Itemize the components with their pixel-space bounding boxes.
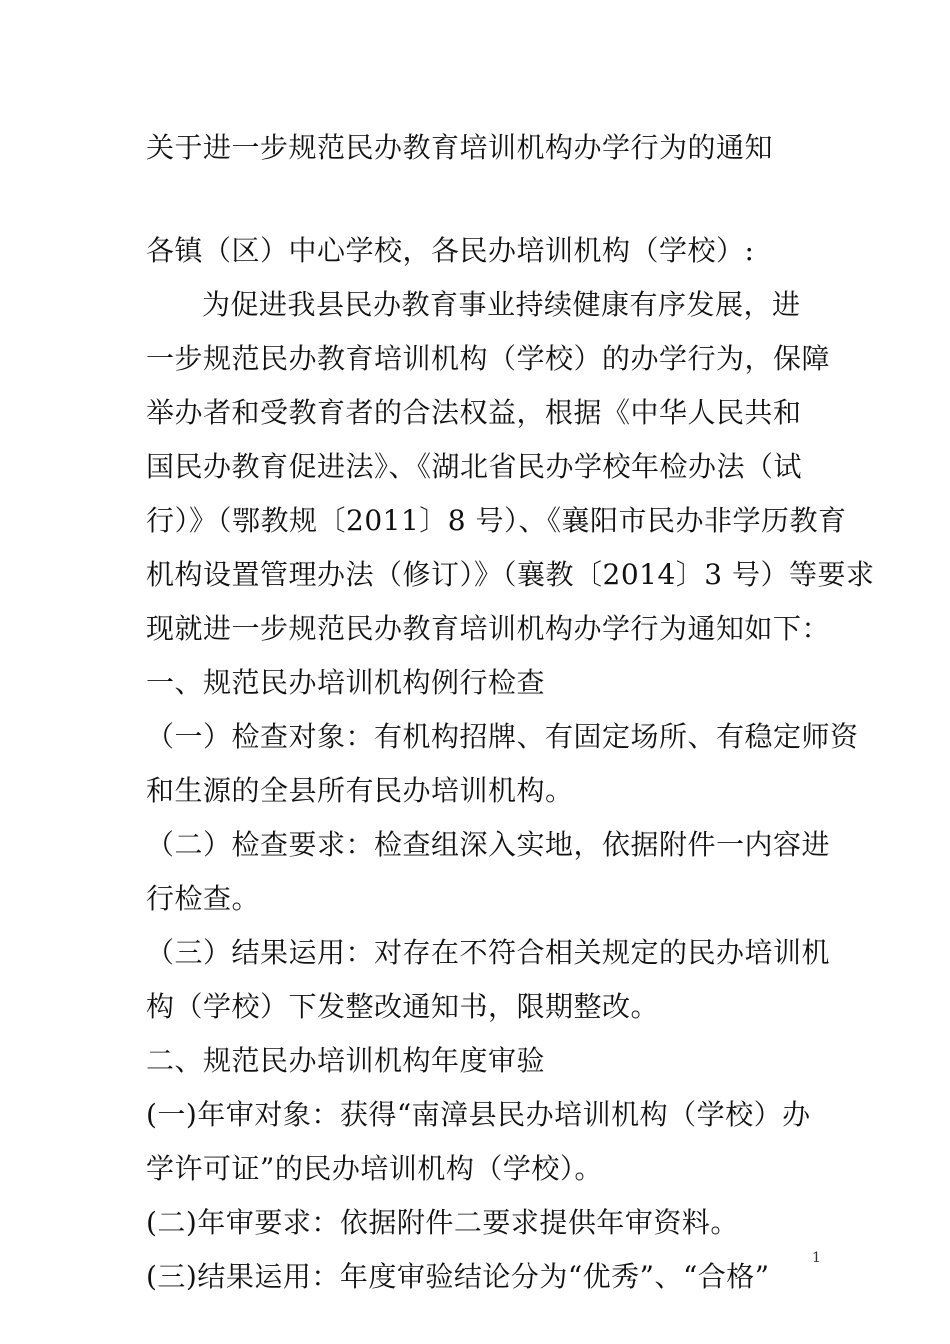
salutation-line: 各镇（区）中心学校，各民办培训机构（学校）: bbox=[146, 234, 755, 267]
paragraph-line: 现就进一步规范民办教育培训机构办学行为通知如下： bbox=[146, 612, 831, 645]
paragraph-line: （一）检查对象：有机构招牌、有固定场所、有稳定师资 bbox=[146, 720, 859, 753]
paragraph-line: (三)结果运用：年度审验结论分为“优秀”、“合格” bbox=[146, 1260, 770, 1293]
paragraph-line: 国民办教育促进法》、《湖北省民办学校年检办法（试 bbox=[146, 450, 803, 483]
paragraph-line: 学许可证”的民办培训机构（学校）。 bbox=[146, 1152, 603, 1185]
paragraph-line: 为促进我县民办教育事业持续健康有序发展，进 bbox=[202, 288, 801, 321]
paragraph-line: 行检查。 bbox=[146, 882, 261, 915]
paragraph-line: （三）结果运用：对存在不符合相关规定的民办培训机 bbox=[146, 936, 831, 969]
paragraph-line: 行）》（鄂教规〔2011〕8 号）、《襄阳市民办非学历教育 bbox=[146, 504, 847, 537]
paragraph-line: 和生源的全县所有民办培训机构。 bbox=[146, 774, 574, 807]
paragraph-line: 一步规范民办教育培训机构（学校）的办学行为，保障 bbox=[146, 342, 831, 375]
paragraph-line: (二)年审要求：依据附件二要求提供年审资料。 bbox=[146, 1206, 739, 1239]
paragraph-line: 构（学校）下发整改通知书，限期整改。 bbox=[146, 990, 660, 1023]
paragraph-line: (一)年审对象：获得“南漳县民办培训机构（学校）办 bbox=[146, 1098, 811, 1131]
paragraph-line: 举办者和受教育者的合法权益，根据《中华人民共和 bbox=[146, 396, 802, 429]
section-heading: 二、规范民办培训机构年度审验 bbox=[146, 1044, 546, 1077]
document-body bbox=[146, 224, 875, 1304]
paragraph-line: 机构设置管理办法（修订）》（襄教〔2014〕3 号）等要求 bbox=[146, 558, 875, 591]
page-number: 1 bbox=[812, 1250, 821, 1266]
paragraph-line: （二）检查要求：检查组深入实地，依据附件一内容进 bbox=[146, 828, 831, 861]
section-heading: 一、规范民办培训机构例行检查 bbox=[146, 666, 546, 699]
document-title: 关于进一步规范民办教育培训机构办学行为的通知 bbox=[146, 131, 774, 164]
